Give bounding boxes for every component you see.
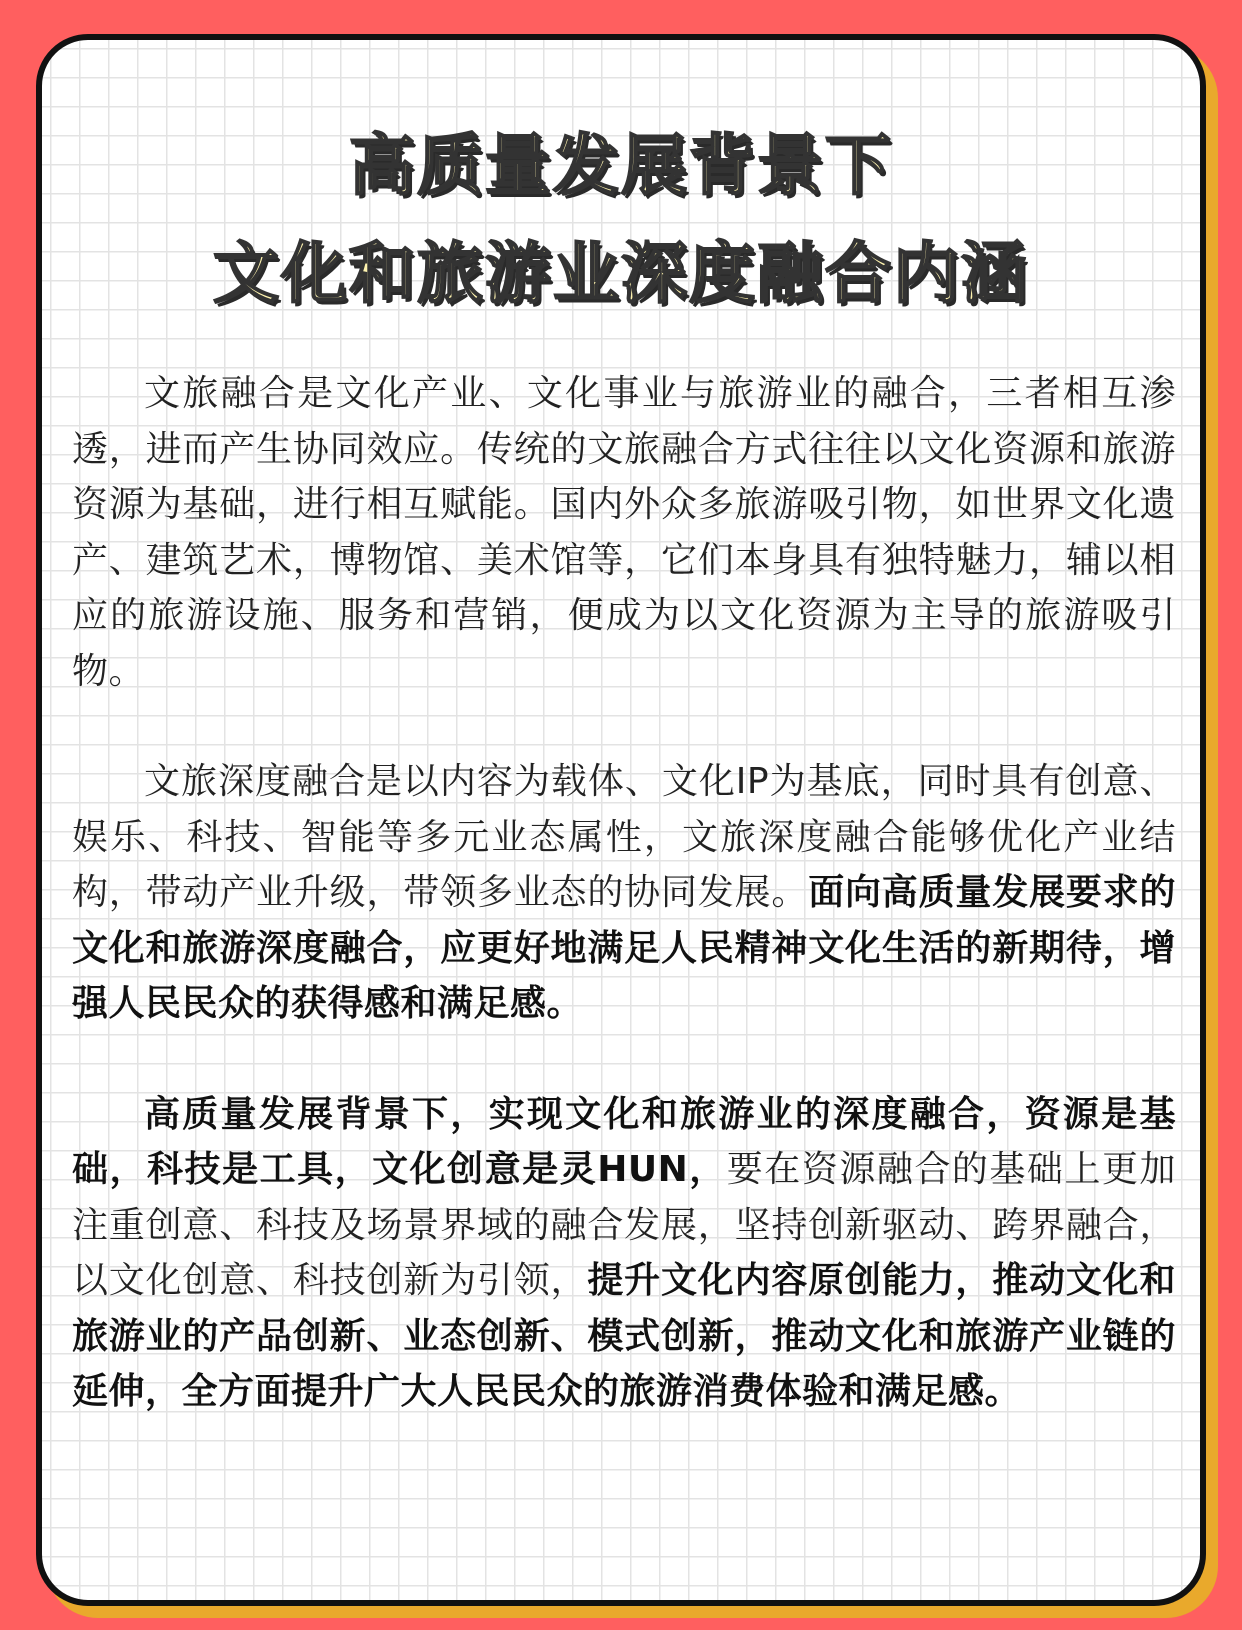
paragraph-3-bold-tail: 提升文化内容原创能力，推动文化和旅游业的产品创新、业态创新、模式创新，推动文化和旅游产业链的延伸，全方面提升广大人民民众的旅游消费体验和满足感。 (72, 1260, 1176, 1412)
paragraph-2-bold: 面向高质量发展要求的文化和旅游深度融合，应更好地满足人民精神文化生活的新期待，增强人民民众的获得感和满足感。 (72, 872, 1176, 1024)
paragraph-3 (72, 1087, 1176, 1420)
article-card (36, 34, 1206, 1606)
article-body (72, 366, 1176, 1420)
paragraph-2-text: 文旅深度融合是以内容为载体、文化IP为基底，同时具有创意、娱乐、科技、智能等多元业态属性，文旅深度融合能够优化产业结构，带动产业升级，带领多业态的协同发展。 (72, 761, 1176, 913)
title-line-1: 高质量发展背景下 (349, 127, 893, 204)
page-title (42, 112, 1200, 328)
paragraph-1 (72, 366, 1176, 699)
paragraph-3-bold-lead: 高质量发展背景下，实现文化和旅游业的深度融合，资源是基础，科技是工具，文化创意是灵HUN， (72, 1093, 1176, 1190)
paragraph-2 (72, 754, 1176, 1032)
paragraph-1-text: 文旅融合是文化产业、文化事业与旅游业的融合，三者相互渗透，进而产生协同效应。传统的文旅融合方式往往以文化资源和旅游资源为基础，进行相互赋能。国内外众多旅游吸引物，如世界文化遗产、建筑艺术，博物馆、美术馆等，它们本身具有独特魅力，辅以相应的旅游设施、服务和营销，便成为以文化资源为主导的旅游吸引物。 (72, 373, 1176, 692)
paragraph-3-text: 要在资源融合的基础上更加注重创意、科技及场景界域的融合发展，坚持创新驱动、跨界融合，以文化创意、科技创新为引领， (72, 1149, 1176, 1301)
title-line-2: 文化和旅游业深度融合内涵 (213, 235, 1029, 312)
